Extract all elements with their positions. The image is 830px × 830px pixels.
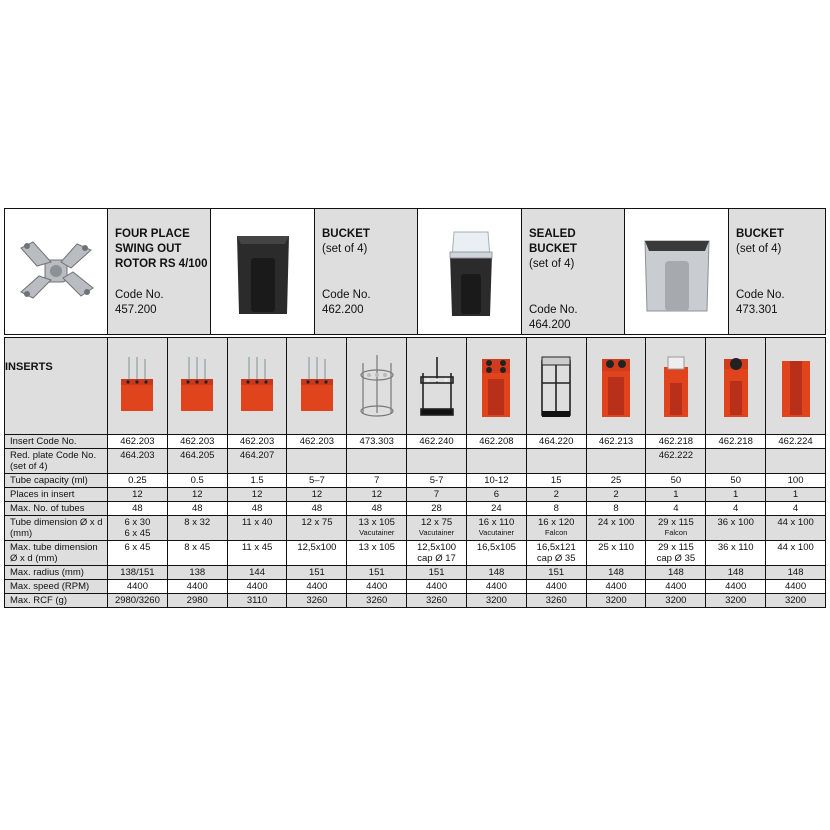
table-cell: 12 <box>167 488 227 502</box>
table-cell: 7 <box>347 474 407 488</box>
table-cell: 4400 <box>646 580 706 594</box>
bucket-image <box>211 209 315 334</box>
table-cell: 8 x 32 <box>167 516 227 541</box>
table-cell: 16,5x105 <box>466 541 526 566</box>
aluminium-bucket-icon <box>635 227 719 317</box>
product-sealed-bucket <box>522 209 625 334</box>
table-cell: 148 <box>646 566 706 580</box>
table-cell: 4400 <box>526 580 586 594</box>
table-cell: 12 <box>347 488 407 502</box>
red-block-12-icon <box>297 355 337 417</box>
table-cell: 464.220 <box>526 435 586 449</box>
product-row <box>4 208 826 335</box>
table-cell: 6 <box>466 488 526 502</box>
product-aluminium-bucket-name: BUCKET (set of 4) <box>736 228 784 255</box>
table-cell: 462.203 <box>167 435 227 449</box>
table-cell: 462.203 <box>227 435 287 449</box>
row-label: Max. radius (mm) <box>5 566 108 580</box>
table-cell: 4400 <box>287 580 347 594</box>
table-cell: 100 <box>766 474 826 488</box>
table-cell: 4 <box>706 502 766 516</box>
insert-image-7 <box>466 338 526 435</box>
table-row <box>5 541 826 566</box>
table-cell: 151 <box>407 566 467 580</box>
table-cell: 48 <box>227 502 287 516</box>
table-cell: 3200 <box>466 594 526 608</box>
table-cell: 2980 <box>167 594 227 608</box>
table-cell: 48 <box>347 502 407 516</box>
table-cell: 48 <box>287 502 347 516</box>
table-cell: 4400 <box>407 580 467 594</box>
table-cell: 3200 <box>646 594 706 608</box>
insert-image-1 <box>108 338 168 435</box>
product-sealed-bucket-name: SEALED BUCKET (set of 4) <box>529 228 577 270</box>
table-cell: 462.203 <box>108 435 168 449</box>
row-label: Max. speed (RPM) <box>5 580 108 594</box>
table-cell: 16,5x121 cap Ø 35 <box>526 541 586 566</box>
table-cell: 4400 <box>347 580 407 594</box>
table-cell: 464.207 <box>227 449 287 474</box>
table-cell: 138 <box>167 566 227 580</box>
table-cell: 16 x 110 Vacutainer <box>466 516 526 541</box>
table-cell: 464.203 <box>108 449 168 474</box>
table-cell: 3260 <box>287 594 347 608</box>
table-cell: 29 x 115 cap Ø 35 <box>646 541 706 566</box>
table-cell <box>706 449 766 474</box>
table-cell: 2 <box>526 488 586 502</box>
table-row <box>5 474 826 488</box>
table-cell: 0.5 <box>167 474 227 488</box>
table-cell: 48 <box>167 502 227 516</box>
table-cell <box>526 449 586 474</box>
table-cell: 5-7 <box>407 474 467 488</box>
table-cell: 151 <box>287 566 347 580</box>
insert-image-12 <box>766 338 826 435</box>
table-cell: 3200 <box>586 594 646 608</box>
product-aluminium-bucket-code: Code No. 473.301 <box>736 289 785 316</box>
table-cell: 13 x 105 <box>347 541 407 566</box>
table-cell: 24 x 100 <box>586 516 646 541</box>
insert-image-5 <box>347 338 407 435</box>
table-cell: 462.240 <box>407 435 467 449</box>
table-cell: 3200 <box>766 594 826 608</box>
table-cell: 4400 <box>706 580 766 594</box>
table-cell: 12 <box>227 488 287 502</box>
insert-image-3 <box>227 338 287 435</box>
table-cell <box>766 449 826 474</box>
inserts-label: INSERTS <box>5 338 108 435</box>
table-cell: 6 x 45 <box>108 541 168 566</box>
red-rack-2-icon <box>596 353 636 419</box>
table-cell: 25 x 110 <box>586 541 646 566</box>
table-cell: 148 <box>766 566 826 580</box>
insert-image-2 <box>167 338 227 435</box>
aluminium-bucket-image <box>625 209 729 334</box>
table-cell: 4400 <box>766 580 826 594</box>
table-cell: 462.218 <box>706 435 766 449</box>
table-cell: 8 x 45 <box>167 541 227 566</box>
table-cell: 151 <box>347 566 407 580</box>
table-cell <box>287 449 347 474</box>
table-row <box>5 566 826 580</box>
sealed-bucket-image <box>418 209 522 334</box>
table-cell: 462.213 <box>586 435 646 449</box>
table-cell: 11 x 40 <box>227 516 287 541</box>
table-cell: 24 <box>466 502 526 516</box>
product-bucket-code: Code No. 462.200 <box>322 289 371 316</box>
table-cell: 3260 <box>347 594 407 608</box>
product-rotor-name: FOUR PLACE SWING OUT ROTOR RS 4/100 <box>115 228 208 270</box>
table-cell <box>407 449 467 474</box>
table-cell: 44 x 100 <box>766 516 826 541</box>
table-cell: 1 <box>766 488 826 502</box>
table-cell: 12,5x100 <box>287 541 347 566</box>
row-label: Insert Code No. <box>5 435 108 449</box>
table-cell: 148 <box>466 566 526 580</box>
table-cell: 462.203 <box>287 435 347 449</box>
red-holder-falcon-icon <box>656 353 696 419</box>
product-sealed-bucket-code: Code No. 464.200 <box>529 304 578 331</box>
black-rack-2-icon <box>536 353 576 419</box>
table-cell: 29 x 115 Falcon <box>646 516 706 541</box>
insert-image-11 <box>706 338 766 435</box>
product-rotor-code: Code No. 457.200 <box>115 289 164 316</box>
table-row <box>5 488 826 502</box>
table-cell: 462.208 <box>466 435 526 449</box>
product-aluminium-bucket <box>729 209 825 334</box>
red-rack-6-icon <box>476 353 516 419</box>
red-block-12-icon <box>177 355 217 417</box>
row-label: Max. No. of tubes <box>5 502 108 516</box>
table-row <box>5 594 826 608</box>
row-label: Places in insert <box>5 488 108 502</box>
table-cell: 36 x 110 <box>706 541 766 566</box>
insert-image-6 <box>407 338 467 435</box>
bucket-icon <box>223 222 303 322</box>
table-cell: 1 <box>706 488 766 502</box>
insert-image-10 <box>646 338 706 435</box>
table-cell: 11 x 45 <box>227 541 287 566</box>
table-cell: 48 <box>108 502 168 516</box>
table-cell: 462.224 <box>766 435 826 449</box>
table-cell: 12 <box>108 488 168 502</box>
table-cell: 4400 <box>586 580 646 594</box>
red-block-12-icon <box>237 355 277 417</box>
row-label: Tube capacity (ml) <box>5 474 108 488</box>
table-cell: 12 <box>287 488 347 502</box>
table-row <box>5 516 826 541</box>
table-cell: 8 <box>586 502 646 516</box>
table-cell: 4 <box>646 502 706 516</box>
table-cell: 473.303 <box>347 435 407 449</box>
table-cell: 12,5x100 cap Ø 17 <box>407 541 467 566</box>
table-cell: 4400 <box>167 580 227 594</box>
table-row <box>5 580 826 594</box>
table-cell <box>347 449 407 474</box>
table-cell: 28 <box>407 502 467 516</box>
table-cell: 36 x 100 <box>706 516 766 541</box>
red-holder-1-icon <box>716 353 756 419</box>
red-holder-open-icon <box>776 353 816 419</box>
table-cell: 4400 <box>108 580 168 594</box>
wire-rack-icon <box>355 353 399 419</box>
product-rotor <box>108 209 211 334</box>
table-cell: 8 <box>526 502 586 516</box>
table-cell: 12 x 75 <box>287 516 347 541</box>
row-label: Max. RCF (g) <box>5 594 108 608</box>
table-cell: 50 <box>706 474 766 488</box>
table-cell <box>466 449 526 474</box>
table-cell: 15 <box>526 474 586 488</box>
table-cell: 464.205 <box>167 449 227 474</box>
table-cell: 12 x 75 Vacutainer <box>407 516 467 541</box>
table-cell: 3260 <box>526 594 586 608</box>
table-row <box>5 449 826 474</box>
product-bucket <box>315 209 418 334</box>
table-cell: 3260 <box>407 594 467 608</box>
table-row <box>5 502 826 516</box>
table-cell: 4400 <box>227 580 287 594</box>
rotor-image <box>5 209 108 334</box>
table-cell: 3200 <box>706 594 766 608</box>
table-cell <box>586 449 646 474</box>
table-cell: 13 x 105 Vacutainer <box>347 516 407 541</box>
inserts-spec-table <box>4 337 826 608</box>
row-label: Tube dimension Ø x d (mm) <box>5 516 108 541</box>
table-cell: 6 x 30 6 x 45 <box>108 516 168 541</box>
rotor-icon <box>11 232 101 312</box>
table-cell: 2980/3260 <box>108 594 168 608</box>
black-rack-icon <box>415 353 459 419</box>
table-cell: 0.25 <box>108 474 168 488</box>
table-cell: 462.222 <box>646 449 706 474</box>
table-cell: 5–7 <box>287 474 347 488</box>
table-cell: 1 <box>646 488 706 502</box>
table-cell: 10-12 <box>466 474 526 488</box>
insert-image-8 <box>526 338 586 435</box>
table-cell: 44 x 100 <box>766 541 826 566</box>
table-cell: 148 <box>586 566 646 580</box>
insert-image-4 <box>287 338 347 435</box>
row-label: Red. plate Code No. (set of 4) <box>5 449 108 474</box>
table-cell: 4400 <box>466 580 526 594</box>
table-cell: 7 <box>407 488 467 502</box>
table-cell: 2 <box>586 488 646 502</box>
table-cell: 4 <box>766 502 826 516</box>
table-cell: 462.218 <box>646 435 706 449</box>
sealed-bucket-icon <box>430 222 510 322</box>
inserts-image-row <box>5 338 826 435</box>
table-row <box>5 435 826 449</box>
table-cell: 16 x 120 Falcon <box>526 516 586 541</box>
product-spec-sheet <box>4 208 826 608</box>
table-cell: 3110 <box>227 594 287 608</box>
table-cell: 1.5 <box>227 474 287 488</box>
table-cell: 50 <box>646 474 706 488</box>
red-block-12-icon <box>117 355 157 417</box>
table-cell: 138/151 <box>108 566 168 580</box>
product-bucket-name: BUCKET (set of 4) <box>322 228 370 255</box>
row-label: Max. tube dimension Ø x d (mm) <box>5 541 108 566</box>
table-cell: 151 <box>526 566 586 580</box>
table-cell: 25 <box>586 474 646 488</box>
table-cell: 148 <box>706 566 766 580</box>
insert-image-9 <box>586 338 646 435</box>
table-cell: 144 <box>227 566 287 580</box>
